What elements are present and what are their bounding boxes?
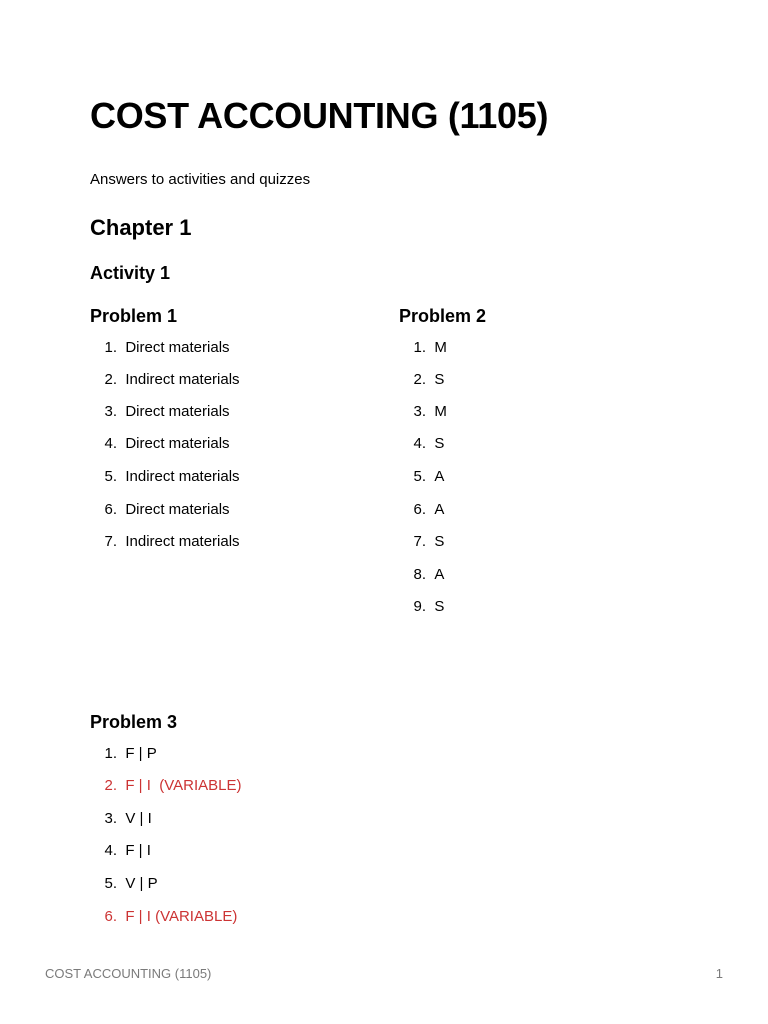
- page-title: COST ACCOUNTING (1105): [90, 95, 549, 136]
- problem-3-section: [90, 711, 242, 925]
- problem-2-heading: Problem 2: [399, 306, 487, 326]
- problem-3-heading: Problem 3: [90, 712, 178, 732]
- list-item: 8. A: [413, 566, 445, 583]
- list-item: 2. S: [413, 371, 445, 388]
- list-item: 9. S: [413, 598, 445, 615]
- list-item: 3. M: [413, 403, 447, 420]
- page-number: 1: [715, 966, 723, 981]
- list-item: 5. Indirect materials: [104, 468, 240, 485]
- list-item: 7. S: [413, 533, 445, 550]
- list-item: 4. F | I: [104, 842, 151, 859]
- list-item: 6. A: [413, 501, 445, 518]
- list-item: 5. V | P: [104, 875, 158, 892]
- list-item: 4. Direct materials: [104, 435, 230, 452]
- list-item: 4. S: [413, 435, 445, 452]
- list-item: 6. Direct materials: [104, 501, 230, 518]
- activity-heading: Activity 1: [90, 263, 171, 283]
- list-item-highlighted: 6. F | I (VARIABLE): [104, 908, 238, 925]
- list-item: 7. Indirect materials: [104, 533, 240, 550]
- list-item: 1. Direct materials: [104, 339, 230, 356]
- page-footer-title: COST ACCOUNTING (1105): [45, 966, 212, 981]
- list-item-highlighted: 2. F | I (VARIABLE): [104, 777, 242, 794]
- chapter-heading: Chapter 1: [90, 215, 192, 240]
- list-item: 3. V | I: [104, 810, 152, 827]
- document-subtitle: Answers to activities and quizzes: [90, 171, 311, 188]
- list-item: 5. A: [413, 468, 445, 485]
- problem-2-section: [399, 305, 487, 615]
- list-item: 3. Direct materials: [104, 403, 230, 420]
- list-item: 1. M: [413, 339, 447, 356]
- list-item: 1. F | P: [104, 745, 157, 762]
- problem-1-section: [90, 305, 240, 550]
- problem-1-heading: Problem 1: [90, 306, 178, 326]
- list-item: 2. Indirect materials: [104, 371, 240, 388]
